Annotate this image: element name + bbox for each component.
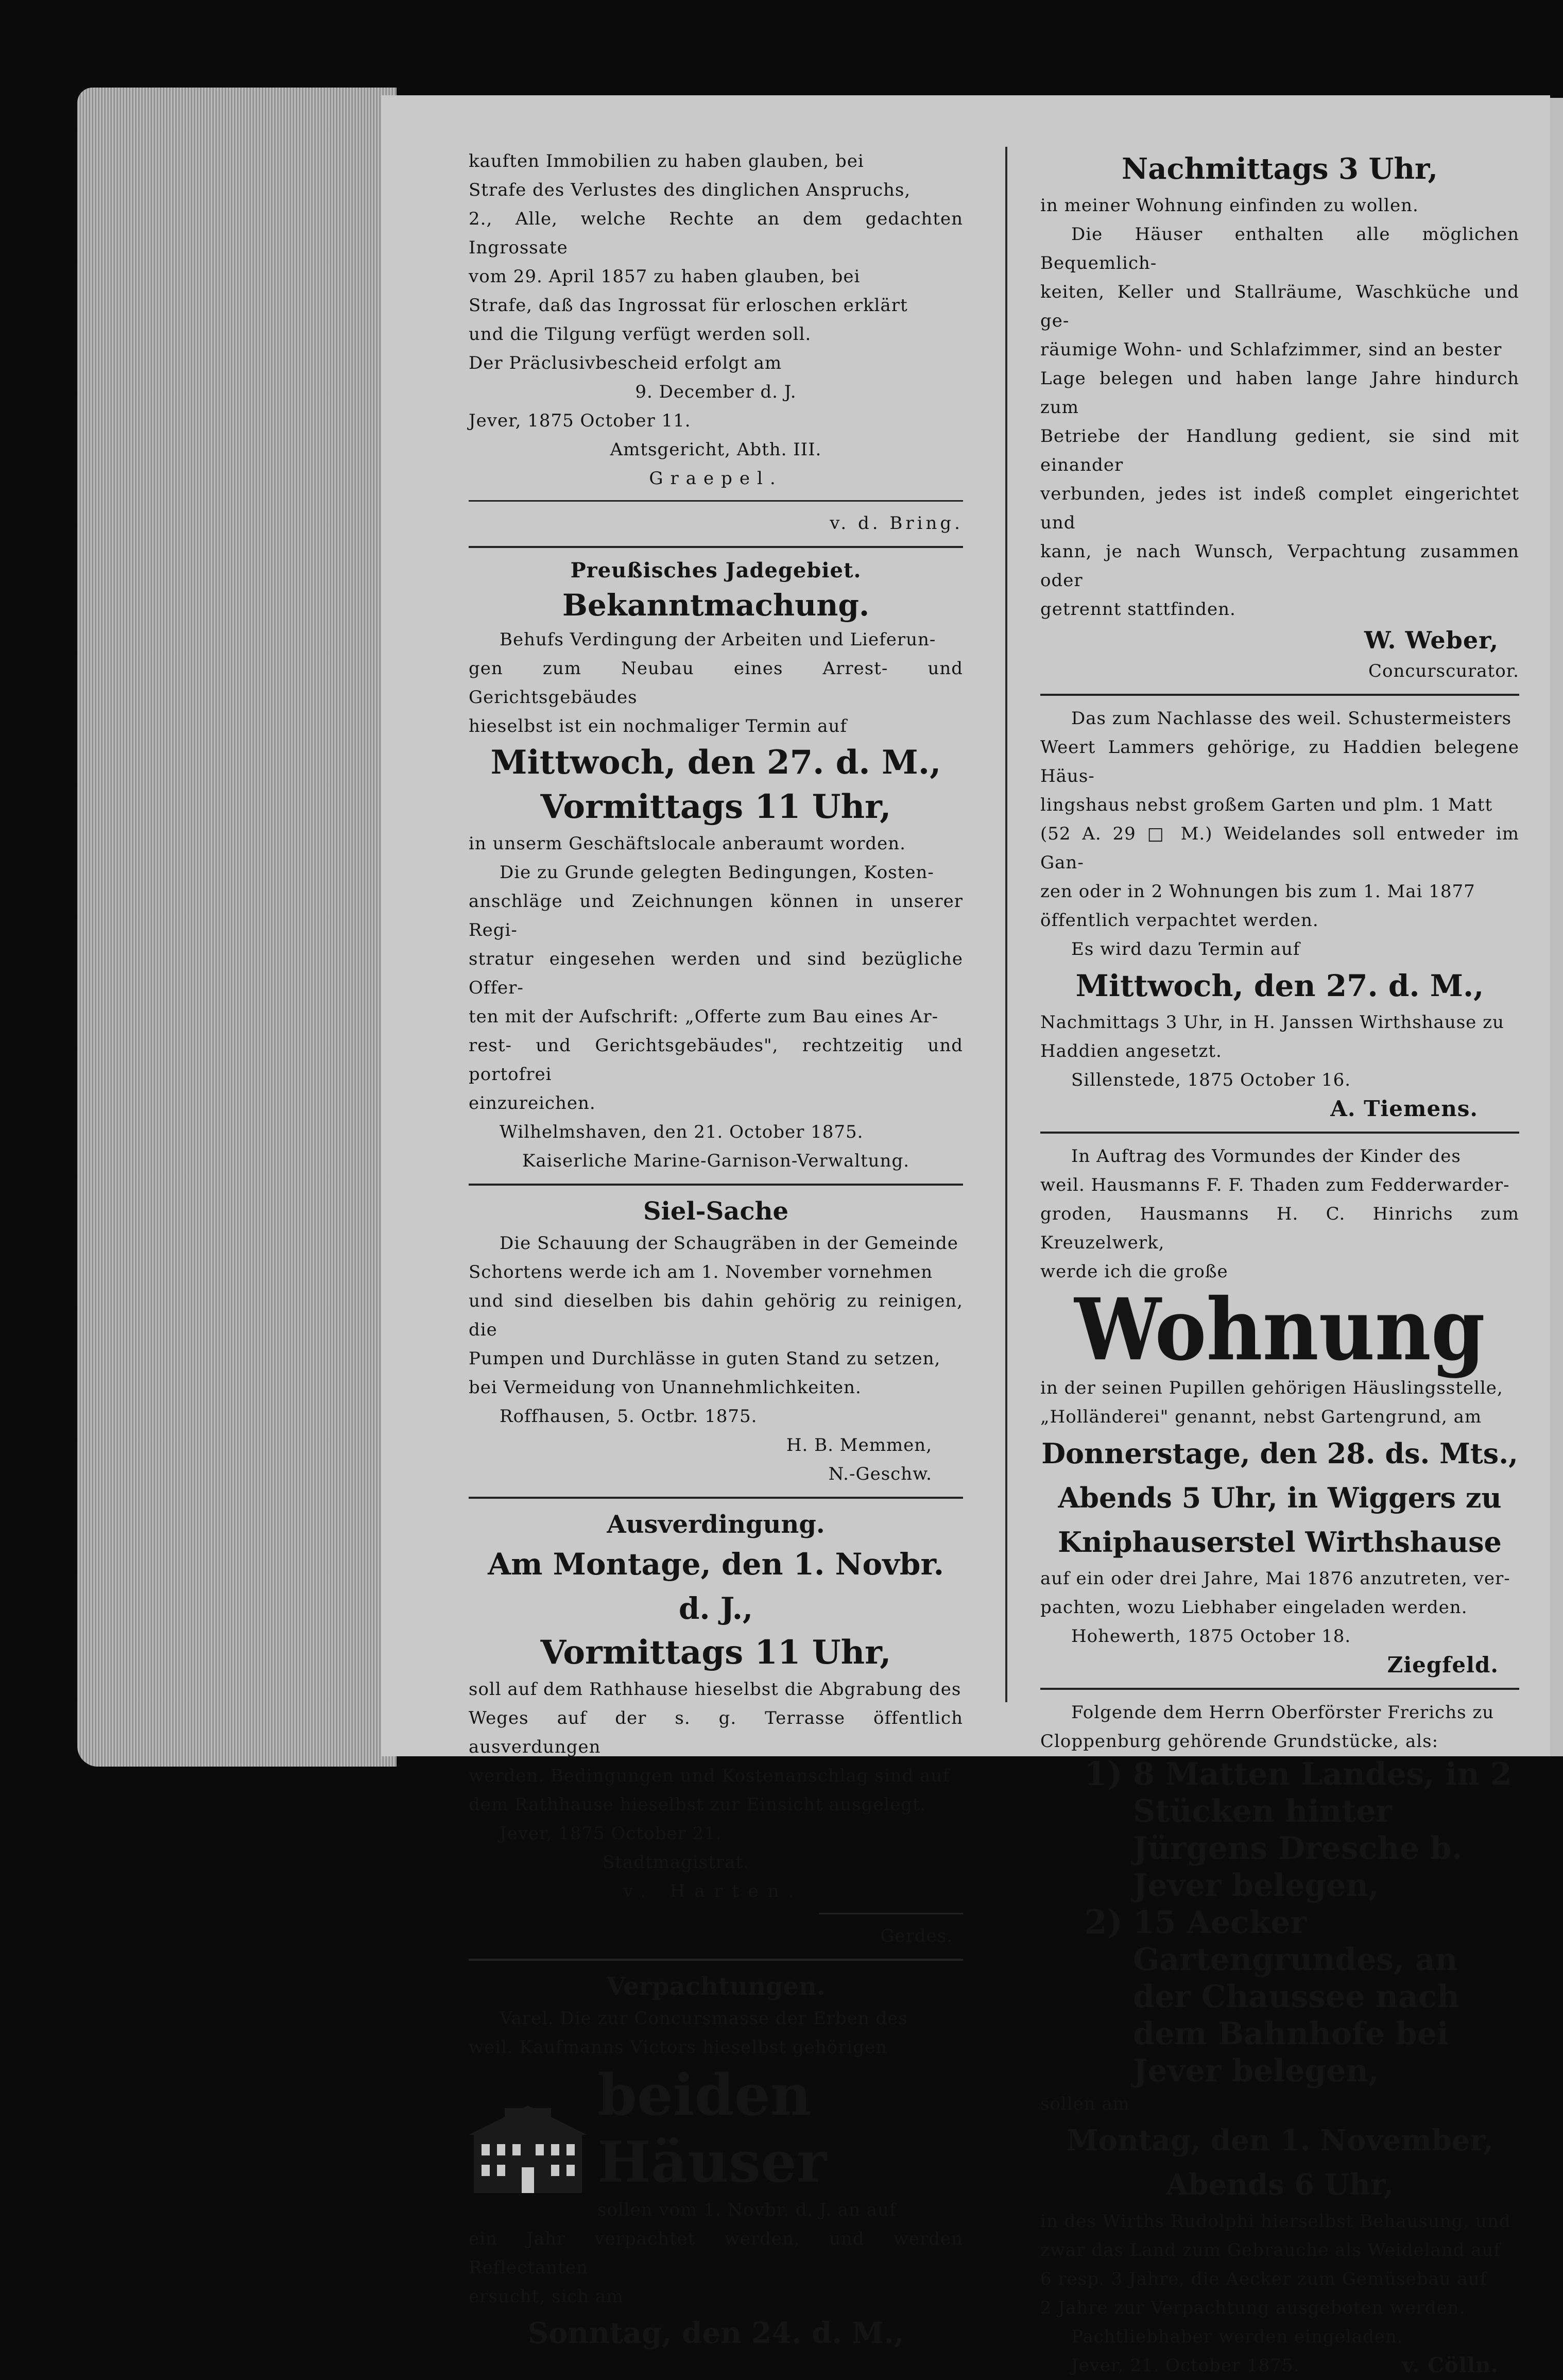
text-line: Es wird dazu Termin auf <box>1071 939 1300 960</box>
text-line: gen zum Neubau eines Arrest- und Gerichtsgebäudes <box>469 658 963 708</box>
text-line: Der Präclusivbescheid erfolgt am <box>469 353 782 373</box>
text-line: in des Wirths Rudolphi hierselbst Behausung, und <box>1040 2211 1511 2232</box>
grundstuecke-notice <box>1040 1698 1519 2380</box>
big-heading: Wohnung <box>1074 1280 1485 1380</box>
text-line: vom 29. April 1857 zu haben glauben, bei <box>469 266 861 287</box>
signature: Kaiserliche Marine-Garnison-Verwaltung. <box>522 1151 910 1171</box>
houses-row <box>469 2062 963 2196</box>
time-heading: Abends 6 Uhr, <box>1165 2168 1394 2202</box>
text-line: soll auf dem Rathhause hieselbst die Abgrabung des <box>469 1679 961 1700</box>
text-line: in der seinen Pupillen gehörigen Häuslingsstelle, <box>1040 1378 1503 1398</box>
text-line: zwar das Land zum Gebrauche als Weideland auf <box>1040 2240 1501 2261</box>
text-line: Lage belegen und haben lange Jahre hindurch zum <box>1040 368 1519 418</box>
divider <box>469 546 963 548</box>
column-divider <box>1005 147 1007 1702</box>
item-text: 8 Matten Landes, in 2 Stücken hinter Jürgens Dresche b. Jever belegen, <box>1133 1756 1512 1904</box>
date-heading: Mittwoch, den 27. d. M., <box>1075 968 1484 1003</box>
court-name: Amtsgericht, Abth. III. <box>610 439 822 460</box>
text-line: getrennt stattfinden. <box>1040 599 1236 620</box>
divider <box>469 1497 963 1499</box>
text-line: In Auftrag des Vormundes der Kinder des <box>1071 1146 1461 1167</box>
text-line: ten mit der Aufschrift: „Offerte zum Bau eines Ar- <box>469 1006 939 1027</box>
date-heading: Mittwoch, den 27. d. M., <box>490 743 941 782</box>
text-line: sollen vom 1. Novbr. d. J. an auf <box>597 2200 897 2220</box>
notice-title: Siel-Sache <box>643 1197 789 1226</box>
text-line: weil. Hausmanns F. F. Thaden zum Fedderwarder- <box>1040 1175 1510 1195</box>
time-heading: Nachmittags 3 Uhr, <box>1122 152 1438 186</box>
text-line: Die Häuser enthalten alle möglichen Bequemlich- <box>1040 224 1519 273</box>
text-line: lingshaus nebst großem Garten und plm. 1 Matt <box>1040 795 1493 815</box>
text-line: Pumpen und Durchlässe in guten Stand zu setzen, <box>469 1348 941 1369</box>
court-notice-continued <box>469 147 963 538</box>
signature: Graepel. <box>649 468 783 489</box>
item-list <box>1040 1756 1519 2090</box>
text-line: öffentlich verpachtet werden. <box>1040 910 1319 931</box>
signature-title: Concurscurator. <box>1368 661 1519 681</box>
text-line: Folgende dem Herrn Oberförster Frerichs zu <box>1071 1702 1495 1723</box>
haddien-notice <box>1040 704 1519 1123</box>
closing-row <box>1040 2351 1519 2380</box>
signature: W. Weber, <box>1364 626 1499 654</box>
text-line: kauften Immobilien zu haben glauben, bei <box>469 151 864 172</box>
text-line: Die Schauung der Schaugräben in der Gemeinde <box>500 1233 958 1254</box>
list-item <box>1040 1904 1519 2090</box>
text-line: sollen am <box>1040 2094 1130 2114</box>
verpachtung-continued <box>1040 147 1519 686</box>
signature: v. d. Bring. <box>830 513 963 534</box>
text-line: ersucht, sich am <box>469 2286 624 2307</box>
text-line: Weert Lammers gehörige, zu Haddien belegene Häus- <box>1040 737 1519 786</box>
text-line: Schortens werde ich am 1. November vornehmen <box>469 1262 933 1282</box>
place-date: Jever, 21. October 1875. <box>1071 2355 1300 2376</box>
newspaper-page <box>381 95 1550 2377</box>
text-line: Haddien angesetzt. <box>1040 1041 1222 1061</box>
divider <box>1040 1688 1519 1690</box>
time-heading: Abends 5 Uhr, in Wiggers zu <box>1058 1481 1502 1514</box>
signature: v. Harten. <box>623 1881 803 1902</box>
notice-title: Bekanntmachung. <box>562 588 870 623</box>
text-line: kann, je nach Wunsch, Verpachtung zusammen oder <box>1040 541 1519 591</box>
place-date: Hohewerth, 1875 October 18. <box>1071 1626 1351 1647</box>
text-line: 2 Jahre zur Verpachtung ausgeboten werden. <box>1040 2298 1466 2318</box>
divider <box>469 1959 963 1961</box>
item-number: 2) <box>1084 1903 1123 1942</box>
time-heading: Vormittags 11 Uhr, <box>540 787 891 826</box>
date-heading: Sonntag, den 24. d. M., <box>527 2316 904 2350</box>
divider <box>469 1184 963 1186</box>
signature: v. Cölln. <box>1402 2353 1499 2377</box>
page-stack-edge <box>77 88 397 1767</box>
office-name: Stadtmagistrat. <box>603 1852 749 1873</box>
divider <box>1040 694 1519 696</box>
right-column <box>1040 147 1519 2380</box>
text-line: verbunden, jedes ist indeß complet eingerichtet und <box>1040 484 1519 533</box>
place-date: Sillenstede, 1875 October 16. <box>1071 1070 1351 1090</box>
venue-heading: Kniphauserstel Wirthshause <box>1058 1526 1502 1559</box>
place-date: Jever, 1875 October 21. <box>500 1823 722 1844</box>
text-line: Cloppenburg gehörende Grundstücke, als: <box>1040 1731 1439 1752</box>
text-line: Weges auf der s. g. Terrasse öffentlich ausverdungen <box>469 1708 963 1757</box>
divider <box>469 500 963 502</box>
text-line: keiten, Keller und Stallräume, Waschküche und ge- <box>1040 282 1519 331</box>
signature: Ziegfeld. <box>1387 1652 1499 1677</box>
place-date: Roffhausen, 5. Octbr. 1875. <box>500 1406 758 1427</box>
ausverdingung-notice <box>469 1507 963 1950</box>
text-line: werde ich die große <box>1040 1261 1228 1282</box>
text-line: rest- und Gerichtsgebäudes", rechtzeitig und portofrei <box>469 1035 963 1085</box>
text-line: räumige Wohn- und Schlafzimmer, sind an bester <box>1040 339 1502 360</box>
house-icon <box>469 2098 587 2196</box>
item-number: 1) <box>1084 1755 1123 1793</box>
text-line: Das zum Nachlasse des weil. Schustermeisters <box>1071 708 1512 729</box>
signature: H. B. Memmen, <box>786 1435 932 1456</box>
time-heading: Vormittags 11 Uhr, <box>540 1633 891 1672</box>
text-line: pachten, wozu Liebhaber eingeladen werden. <box>1040 1597 1468 1618</box>
text-line: (52 A. 29 □ M.) Weidelandes soll entweder im Gan- <box>1040 824 1519 873</box>
item-text: 15 Aecker Gartengrundes, an der Chaussee nach dem Bahnhofe bei Jever belegen, <box>1133 1905 1459 2089</box>
announcement-block <box>469 556 963 1175</box>
text-line: ein Jahr verpachtet werden, und werden Reflectanten <box>469 2229 963 2278</box>
signature: A. Tiemens. <box>1330 1096 1478 1121</box>
text-line: Varel. Die zur Concursmasse der Erben des <box>500 2008 908 2029</box>
text-line: in unserm Geschäftslocale anberaumt worden. <box>469 833 906 854</box>
date-heading: Montag, den 1. November, <box>1066 2124 1493 2158</box>
text-line: „Holländerei" genannt, nebst Gartengrund, am <box>1040 1407 1482 1427</box>
divider <box>1040 1132 1519 1134</box>
wohnung-notice <box>1040 1142 1519 1680</box>
text-line: Strafe des Verlustes des dinglichen Anspruchs, <box>469 180 911 200</box>
signature: Gerdes. <box>880 1926 953 1946</box>
text-line: weil. Kaufmanns Victors hieselbst gehörigen <box>469 2037 887 2058</box>
notice-title: Ausverdingung. <box>607 1510 825 1539</box>
text-line: einzureichen. <box>469 1093 596 1114</box>
text-line: und die Tilgung verfügt werden soll. <box>469 324 812 345</box>
big-heading: beiden Häuser <box>597 2062 827 2195</box>
text-line: in meiner Wohnung einfinden zu wollen. <box>1040 195 1419 216</box>
text-line: Pachtliebhaber werden eingeladen. <box>1071 2326 1403 2347</box>
notice-title: Verpachtungen. <box>606 1972 826 2001</box>
text-line: auf ein oder drei Jahre, Mai 1876 anzutreten, ver- <box>1040 1568 1510 1589</box>
text-line: werden. Bedingungen und Kostenanschlag sind auf <box>469 1766 950 1786</box>
text-line: 6 resp. 3 Jahre, die Aecker zum Gemüsebau auf <box>1040 2269 1487 2289</box>
date-line: 9. December d. J. <box>635 382 797 402</box>
date-heading: Am Montage, den 1. Novbr. d. J., <box>488 1547 944 1626</box>
list-item <box>1040 1756 1519 1904</box>
text-line: 2., Alle, welche Rechte an dem gedachten Ingrossate <box>469 209 963 258</box>
kicker: Preußisches Jadegebiet. <box>570 558 862 583</box>
text-line: Betriebe der Handlung gedient, sie sind mit einander <box>1040 426 1519 475</box>
place-date: Wilhelmshaven, den 21. October 1875. <box>500 1122 864 1142</box>
text-line: Strafe, daß das Ingrossat für erloschen erklärt <box>469 295 908 316</box>
text-line: groden, Hausmanns H. C. Hinrichs zum Kreuzelwerk, <box>1040 1204 1519 1253</box>
text-line: Behufs Verdingung der Arbeiten und Lieferun- <box>500 629 936 650</box>
text-line: und sind dieselben bis dahin gehörig zu reinigen, die <box>469 1291 963 1340</box>
text-line: bei Vermeidung von Unannehmlichkeiten. <box>469 1377 862 1398</box>
text-line: Nachmittags 3 Uhr, in H. Janssen Wirthshause zu <box>1040 1012 1504 1033</box>
text-line: hieselbst ist ein nochmaliger Termin auf <box>469 716 848 737</box>
left-column <box>469 147 963 2355</box>
verpachtungen-notice <box>469 1969 963 2355</box>
signature-title: N.-Geschw. <box>828 1464 932 1484</box>
divider <box>819 1913 963 1914</box>
siel-notice <box>469 1194 963 1488</box>
text-line: zen oder in 2 Wohnungen bis zum 1. Mai 1877 <box>1040 881 1475 902</box>
date-heading: Donnerstage, den 28. ds. Mts., <box>1041 1437 1518 1470</box>
text-line: anschläge und Zeichnungen können in unserer Regi- <box>469 891 963 940</box>
text-line: dem Rathhause hieselbst zur Einsicht ausgelegt. <box>469 1794 926 1815</box>
text-line: Die zu Grunde gelegten Bedingungen, Kosten- <box>500 862 934 883</box>
text-line: stratur eingesehen werden und sind bezügliche Offer- <box>469 949 963 998</box>
place-date: Jever, 1875 October 11. <box>469 410 691 431</box>
